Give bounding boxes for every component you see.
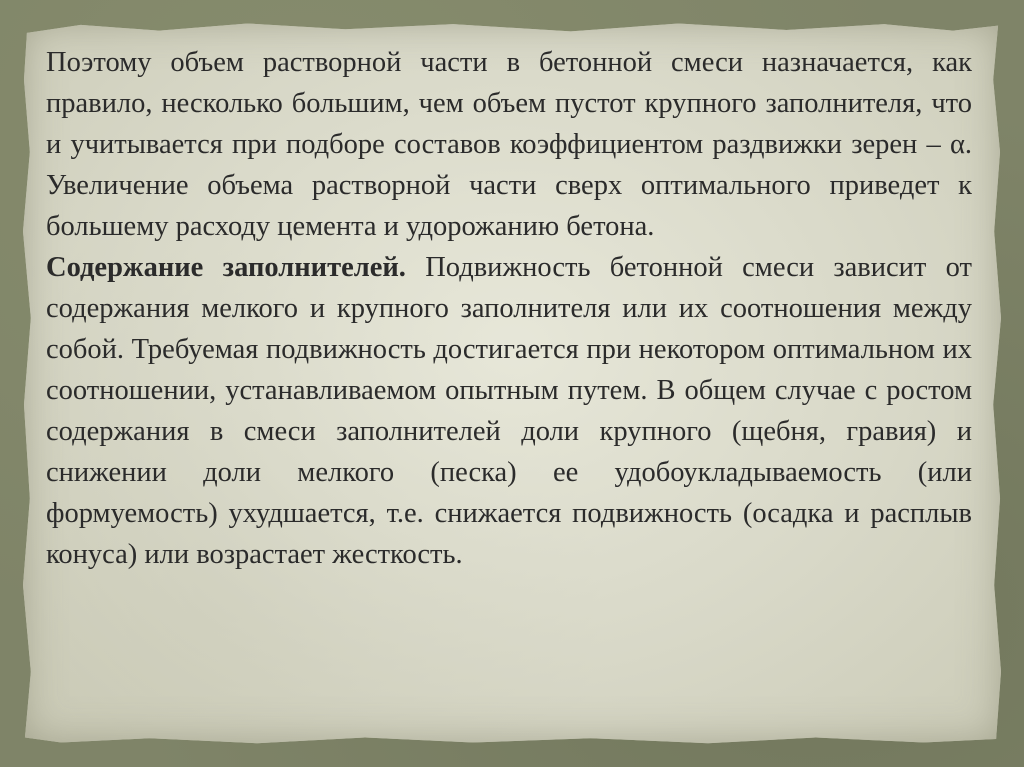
paragraph-2-heading: Содержание заполнителей. — [46, 252, 406, 283]
slide-text — [46, 42, 972, 575]
paragraph-1: Поэтому объем растворной части в бетонной смеси назначается, как правило, несколько большим, чем объем пустот крупного заполнителя, что и учитывается при подборе составов коэффициентом раздвижки зерен – α. Увеличение объема растворной части сверх оптимального приведет к большему расходу цемента и удорожанию бетона. — [46, 47, 972, 242]
paragraph-2 — [46, 247, 972, 575]
paragraph-2-body: Подвижность бетонной смеси зависит от содержания мелкого и крупного заполнителя или их соотношения между собой. Требуемая подвижность достигается при некотором оптимальном их соотношении, устанавливаемом опытным путем. В общем случае с ростом содержания в смеси заполнителей доли крупного (щебня, гравия) и снижении доли мелкого (песка) ее удобоукладываемость (или формуемость) ухудшается, т.е. снижается подвижность (осадка и расплыв конуса) или возрастает жесткость. — [46, 252, 972, 570]
